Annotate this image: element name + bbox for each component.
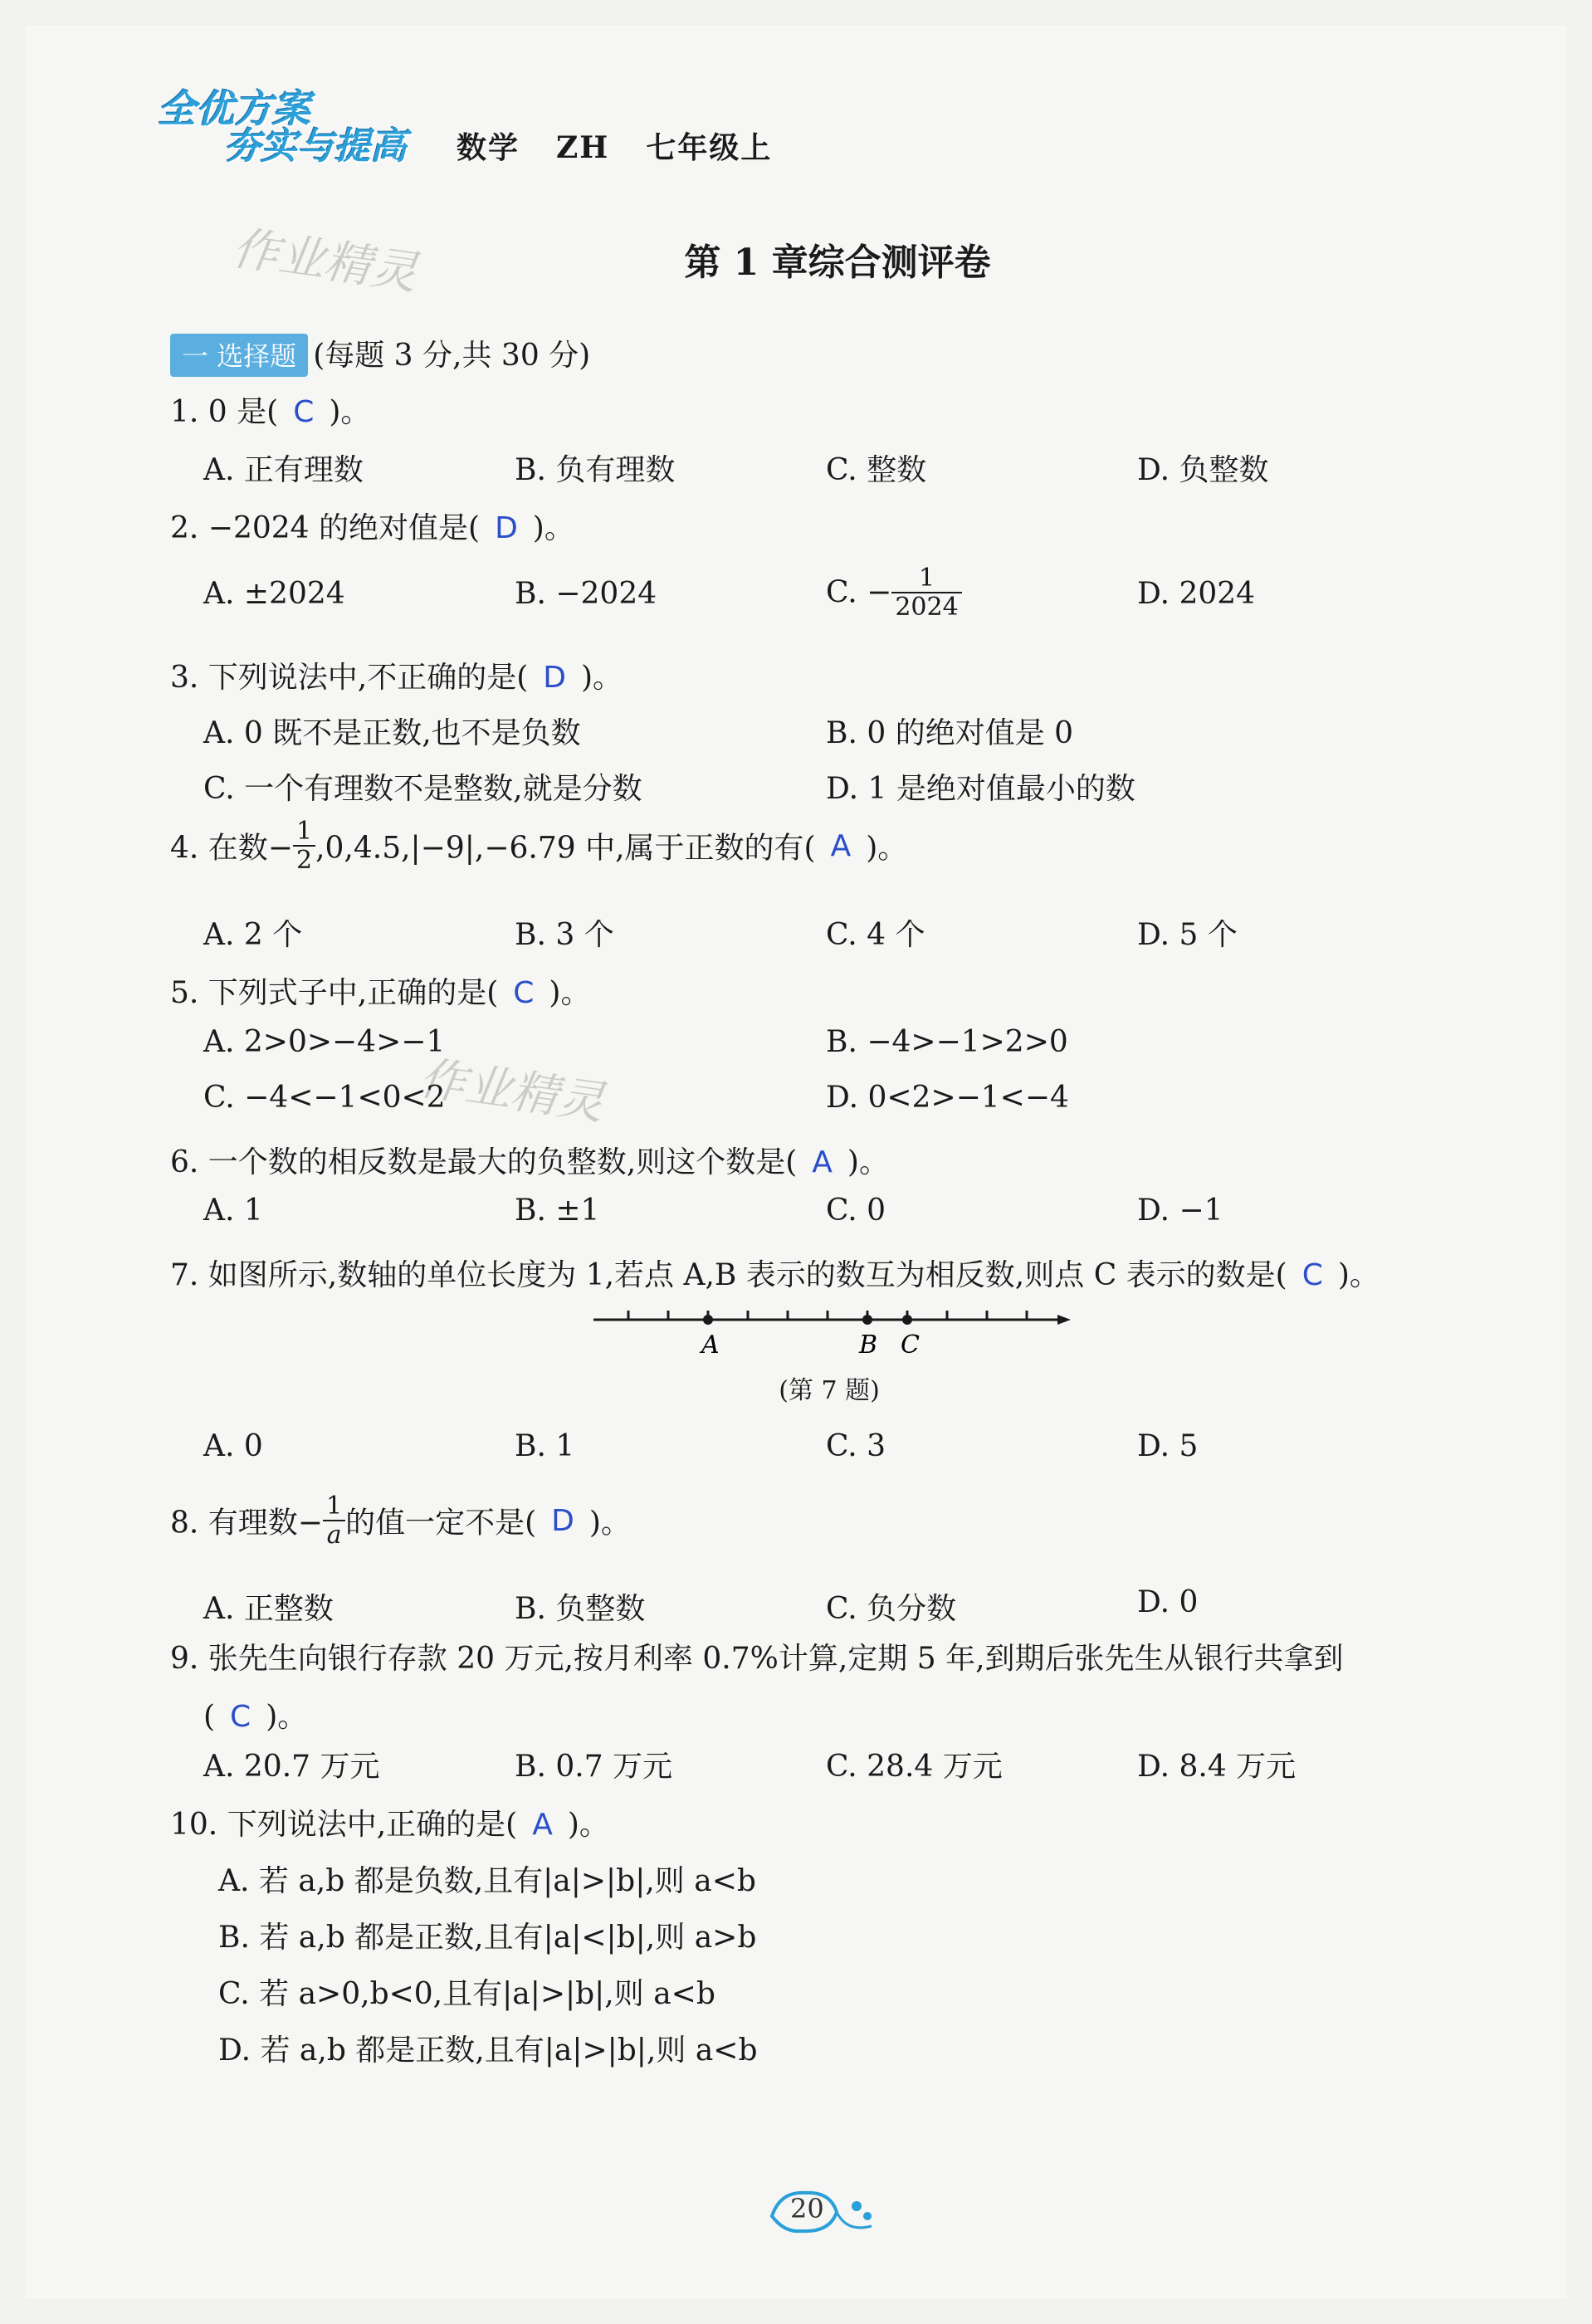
option-c: C. 3 (826, 1429, 886, 1463)
question-text: )。 (847, 1145, 889, 1179)
option-b: B. −4>−1>2>0 (826, 1025, 1068, 1059)
question-text: 3. 下列说法中,不正确的是( (170, 661, 529, 695)
answer: A (812, 1145, 833, 1179)
option-c: C. 0 (826, 1194, 886, 1228)
point-c (902, 1315, 912, 1325)
question-1 (170, 388, 370, 431)
question-5 (170, 969, 590, 1012)
option-d: D. 1 是绝对值最小的数 (826, 772, 1135, 806)
answer: A (532, 1808, 553, 1842)
section-tag: 一 选择题 (170, 334, 308, 377)
fraction-numerator: 1 (293, 818, 315, 847)
question-text: )。 (567, 1808, 609, 1842)
question-text: )。 (866, 831, 908, 866)
answer: D (495, 511, 518, 545)
label-c: C (901, 1330, 920, 1360)
option-a: A. 若 a,b 都是负数,且有|a|>|b|,则 a<b (218, 1864, 756, 1898)
option-c: C. 一个有理数不是整数,就是分数 (203, 772, 642, 806)
option-b: B. 若 a,b 都是正数,且有|a|<|b|,则 a>b (218, 1921, 757, 1955)
option-a: A. 1 (203, 1194, 263, 1228)
option-b: B. 3 个 (515, 918, 614, 952)
option-a: A. 2 个 (203, 918, 303, 952)
question-2 (170, 505, 574, 547)
question-9 (170, 1635, 1344, 1677)
figure-caption: (第 7 题) (779, 1376, 880, 1405)
option-c: C. −4<−1<0<2 (203, 1081, 446, 1115)
question-text: 2. −2024 的绝对值是( (170, 511, 481, 545)
answer: A (830, 828, 852, 863)
question-text: ( (203, 1700, 216, 1734)
option-a: A. 0 既不是正数,也不是负数 (203, 716, 581, 750)
arrow-head-icon (1057, 1315, 1071, 1325)
question-text: )。 (1337, 1258, 1380, 1292)
option-a: A. 正整数 (203, 1592, 334, 1626)
question-text: 5. 下列式子中,正确的是( (170, 976, 499, 1010)
answer: C (513, 976, 535, 1010)
option-d: D. 8.4 万元 (1137, 1750, 1297, 1784)
question-text: 8. 有理数− (170, 1506, 323, 1540)
header-subject (457, 124, 808, 167)
answer: D (543, 661, 567, 695)
section-note: (每题 3 分,共 30 分) (313, 339, 591, 373)
logo-line1: 全优方案 (158, 86, 310, 131)
option-c: C. 4 个 (826, 918, 925, 952)
question-text: )。 (549, 976, 591, 1010)
option-b: B. 负整数 (515, 1592, 646, 1626)
option-d: D. −1 (1137, 1194, 1223, 1228)
question-9-line2 (203, 1693, 307, 1736)
answer: C (1301, 1258, 1323, 1292)
option-c (826, 564, 962, 621)
option-b: B. 0 的绝对值是 0 (826, 716, 1074, 750)
point-b (862, 1315, 872, 1325)
fraction-denominator: 2024 (895, 593, 959, 622)
option-d: D. 0<2>−1<−4 (826, 1081, 1069, 1115)
option-d: D. 0 (1137, 1585, 1199, 1619)
fraction-denominator: a (326, 1521, 342, 1550)
question-7 (170, 1252, 1380, 1294)
fraction-numerator: 1 (323, 1492, 345, 1521)
number-line-figure (589, 1299, 1071, 1365)
page-number: 20 (790, 2193, 824, 2224)
option-d: D. 5 (1137, 1429, 1199, 1463)
option-b: B. 0.7 万元 (515, 1750, 673, 1784)
option-d: D. 2024 (1137, 577, 1256, 611)
publisher-logo (158, 79, 423, 174)
grade: 七年级上 (646, 130, 773, 165)
option-a: A. 0 (203, 1429, 263, 1463)
question-text: )。 (581, 661, 623, 695)
question-text: 7. 如图所示,数轴的单位长度为 1,若点 A,B 表示的数互为相反数,则点 C 表示的数是( (170, 1258, 1287, 1292)
fraction-denominator: 2 (295, 846, 313, 875)
label-a: A (701, 1330, 720, 1360)
option-a: A. 正有理数 (203, 453, 364, 487)
subject-name: 数学 (457, 130, 520, 165)
option-d: D. 5 个 (1137, 918, 1238, 952)
answer: C (293, 395, 315, 429)
fraction-numerator: 1 (891, 564, 961, 593)
question-text: 1. 0 是( (170, 395, 279, 429)
watermark: 作业精灵 (415, 1051, 608, 1131)
question-4 (170, 818, 907, 874)
question-3 (170, 654, 623, 696)
question-text: 10. 下列说法中,正确的是( (170, 1808, 518, 1842)
option-c: C. 整数 (826, 453, 927, 487)
question-text: 6. 一个数的相反数是最大的负整数,则这个数是( (170, 1145, 798, 1179)
question-text: 的值一定不是( (345, 1506, 537, 1540)
option-b: B. −2024 (515, 577, 657, 611)
question-text: 9. 张先生向银行存款 20 万元,按月利率 0.7%计算,定期 5 年,到期后张先生从银行共拿到 (170, 1642, 1344, 1676)
question-text: 4. 在数− (170, 831, 293, 866)
tick-marks (628, 1311, 1027, 1320)
question-6 (170, 1139, 889, 1181)
option-b: B. 负有理数 (515, 453, 676, 487)
option-b: B. 1 (515, 1429, 575, 1463)
answer: D (551, 1503, 574, 1538)
point-a (703, 1315, 713, 1325)
question-text: ,0,4.5,|−9|,−6.79 中,属于正数的有( (315, 831, 816, 866)
option-a: A. ±2024 (203, 577, 345, 611)
fraction (293, 818, 315, 874)
question-text: )。 (532, 511, 574, 545)
option-c: C. 负分数 (826, 1592, 957, 1626)
fraction (323, 1492, 345, 1549)
page-title: 第 1 章综合测评卷 (684, 242, 991, 284)
option-d: D. 若 a,b 都是正数,且有|a|>|b|,则 a<b (218, 2034, 758, 2068)
watermark: 作业精灵 (228, 221, 421, 301)
option-c: C. 若 a>0,b<0,且有|a|>|b|,则 a<b (218, 1977, 715, 2011)
question-text: )。 (588, 1506, 631, 1540)
label-b: B (859, 1330, 878, 1360)
question-10 (170, 1801, 609, 1843)
option-a: A. 2>0>−4>−1 (203, 1025, 446, 1059)
option-a: A. 20.7 万元 (203, 1750, 380, 1784)
edition: ZH (556, 130, 610, 165)
question-text: )。 (266, 1700, 308, 1734)
question-8 (170, 1492, 631, 1549)
section-header (170, 332, 590, 377)
option-text: C. − (826, 575, 892, 610)
logo-line2: 夯实与提高 (224, 125, 407, 168)
option-b: B. ±1 (515, 1194, 600, 1228)
fraction (891, 564, 961, 621)
option-c: C. 28.4 万元 (826, 1750, 1003, 1784)
question-text: )。 (329, 395, 371, 429)
page-number-badge (764, 2175, 880, 2241)
option-d: D. 负整数 (1137, 453, 1269, 487)
answer: C (230, 1700, 251, 1734)
